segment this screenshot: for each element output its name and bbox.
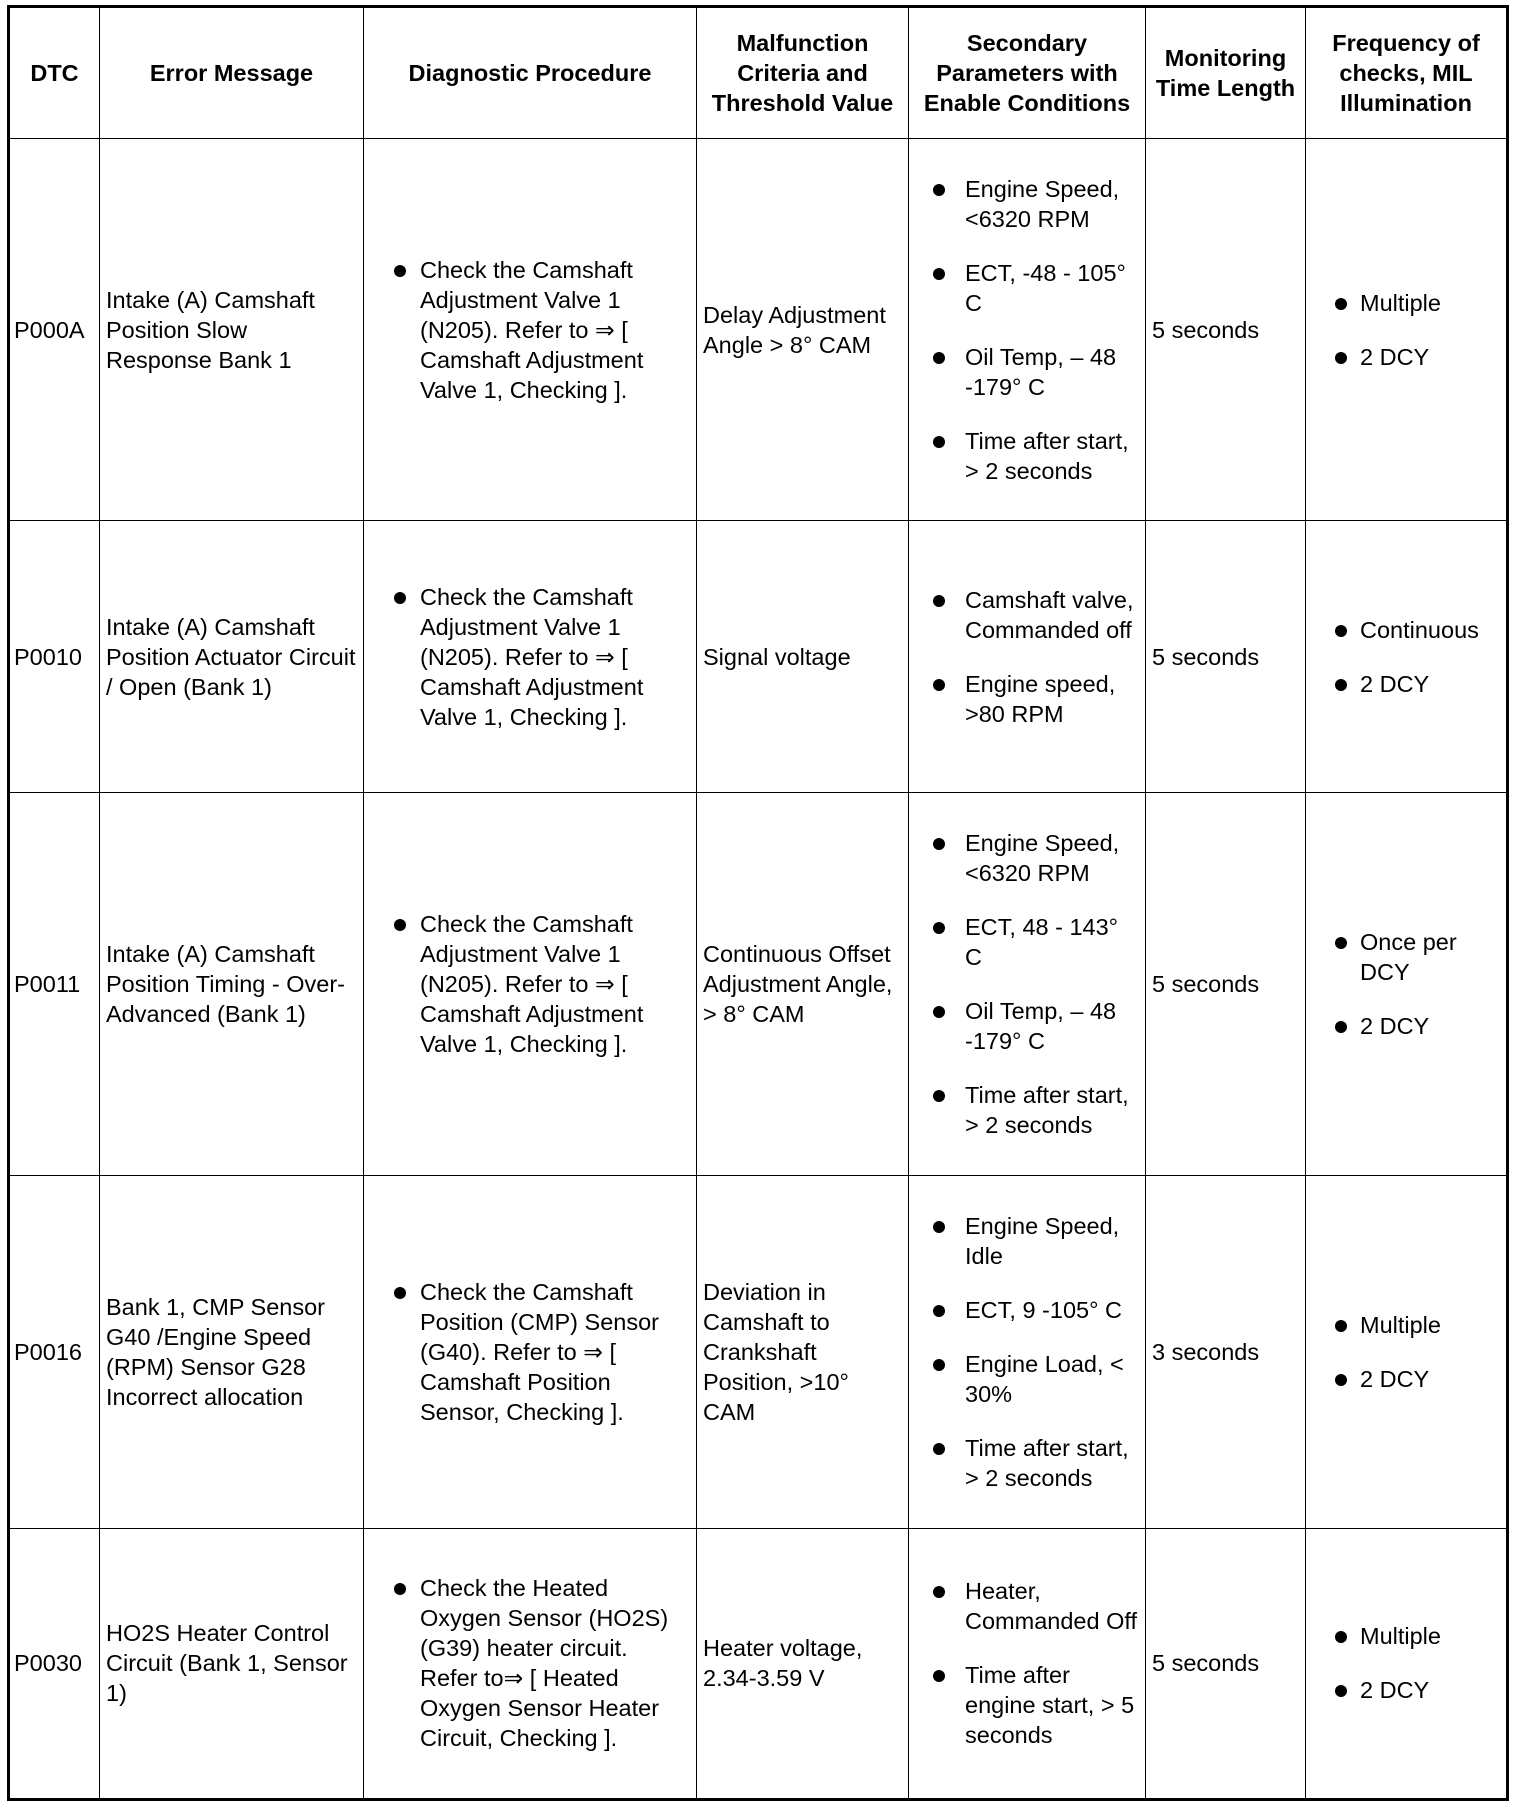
secondary-parameter-item <box>915 174 1139 234</box>
diagnostic-procedure-cell <box>364 521 697 793</box>
secondary-parameter-item-text: Camshaft valve, Commanded off <box>965 586 1134 643</box>
secondary-parameter-item <box>915 1080 1139 1140</box>
procedure-item-list <box>370 255 690 405</box>
dtc-code-cell: P0030 <box>9 1528 100 1799</box>
table-header <box>9 7 1508 139</box>
bullet-icon <box>933 922 945 934</box>
malfunction-criteria-cell: Continuous Offset Adjustment Angle, > 8° CAM <box>697 793 909 1175</box>
procedure-item-list <box>370 582 690 732</box>
secondary-parameter-item <box>915 1349 1139 1409</box>
bullet-icon <box>933 352 945 364</box>
frequency-item <box>1312 1310 1500 1340</box>
secondary-parameter-item-text: Time after start, > 2 seconds <box>965 1081 1129 1138</box>
bullet-icon <box>933 679 945 691</box>
secondary-parameter-item <box>915 1295 1139 1325</box>
frequency-item <box>1312 1621 1500 1651</box>
procedure-item-text: Check the Camshaft Adjustment Valve 1 (N205). Refer to ⇒ [ Camshaft Adjustment Valve 1, Checking ]. <box>420 256 644 403</box>
secondary-parameter-item-text: ECT, -48 - 105° C <box>965 259 1126 316</box>
secondary-parameter-item-text: Engine Speed, Idle <box>965 1212 1120 1269</box>
frequency-item <box>1312 288 1500 318</box>
frequency-cell <box>1306 1528 1508 1799</box>
frequency-item-text: 2 DCY <box>1360 1677 1430 1704</box>
bullet-icon <box>933 1006 945 1018</box>
frequency-item-list <box>1312 1310 1500 1394</box>
table-row <box>9 521 1508 793</box>
frequency-item-list <box>1312 615 1500 699</box>
bullet-icon <box>933 1305 945 1317</box>
bullet-icon <box>1335 625 1347 637</box>
frequency-item <box>1312 927 1500 987</box>
procedure-item-list <box>370 1573 690 1753</box>
table-body <box>9 139 1508 1800</box>
table-row <box>9 793 1508 1175</box>
monitoring-time-cell: 5 seconds <box>1146 139 1306 521</box>
monitoring-time-cell: 5 seconds <box>1146 521 1306 793</box>
frequency-cell <box>1306 793 1508 1175</box>
secondary-parameter-item-text: Engine Load, < 30% <box>965 1350 1124 1407</box>
error-message-cell: HO2S Heater Control Circuit (Bank 1, Sensor 1) <box>100 1528 364 1799</box>
procedure-item-list <box>370 1277 690 1427</box>
header-malfunction-criteria: Malfunction Criteria and Threshold Value <box>697 7 909 139</box>
frequency-item-list <box>1312 288 1500 372</box>
secondary-parameter-item-text: Time after engine start, > 5 seconds <box>965 1662 1135 1749</box>
dtc-code-cell: P0010 <box>9 521 100 793</box>
frequency-item <box>1312 342 1500 372</box>
table-row <box>9 1175 1508 1528</box>
error-message-cell: Bank 1, CMP Sensor G40 /Engine Speed (RPM) Sensor G28 Incorrect allocation <box>100 1175 364 1528</box>
procedure-item-text: Check the Camshaft Adjustment Valve 1 (N205). Refer to ⇒ [ Camshaft Adjustment Valve 1, Checking ]. <box>420 910 644 1057</box>
frequency-item <box>1312 615 1500 645</box>
secondary-parameter-item <box>915 342 1139 402</box>
secondary-parameter-item-text: ECT, 48 - 143° C <box>965 913 1119 970</box>
dtc-code-cell: P000A <box>9 139 100 521</box>
bullet-icon <box>933 436 945 448</box>
secondary-parameters-cell <box>909 793 1146 1175</box>
secondary-parameters-cell <box>909 1175 1146 1528</box>
frequency-cell <box>1306 521 1508 793</box>
secondary-parameter-item-text: Oil Temp, – 48 -179° C <box>965 343 1117 400</box>
frequency-item <box>1312 669 1500 699</box>
bullet-icon <box>394 919 406 931</box>
header-row <box>9 7 1508 139</box>
secondary-parameters-cell <box>909 521 1146 793</box>
secondary-parameter-item <box>915 1576 1139 1636</box>
secondary-parameter-item-text: Heater, Commanded Off <box>965 1578 1137 1635</box>
malfunction-criteria-cell: Delay Adjustment Angle > 8° CAM <box>697 139 909 521</box>
frequency-item <box>1312 1011 1500 1041</box>
frequency-cell <box>1306 139 1508 521</box>
table-row <box>9 1528 1508 1799</box>
secondary-parameter-item <box>915 426 1139 486</box>
dtc-code-cell: P0016 <box>9 1175 100 1528</box>
diagnostic-procedure-cell <box>364 139 697 521</box>
header-error-message: Error Message <box>100 7 364 139</box>
error-message-cell: Intake (A) Camshaft Position Timing - Over-Advanced (Bank 1) <box>100 793 364 1175</box>
secondary-parameter-item-list <box>915 585 1139 729</box>
bullet-icon <box>1335 1685 1347 1697</box>
secondary-parameter-item-text: Engine Speed, <6320 RPM <box>965 175 1120 232</box>
bullet-icon <box>1335 1374 1347 1386</box>
secondary-parameters-cell <box>909 139 1146 521</box>
frequency-item-text: 2 DCY <box>1360 670 1430 697</box>
bullet-icon <box>1335 298 1347 310</box>
error-message-cell: Intake (A) Camshaft Position Slow Response Bank 1 <box>100 139 364 521</box>
table-row <box>9 139 1508 521</box>
bullet-icon <box>394 1583 406 1595</box>
bullet-icon <box>1335 1320 1347 1332</box>
diagnostic-procedure-cell <box>364 1175 697 1528</box>
frequency-item-text: Multiple <box>1360 289 1441 316</box>
procedure-item-text: Check the Camshaft Position (CMP) Sensor (G40). Refer to ⇒ [ Camshaft Position Sensor, Checking ]. <box>420 1278 659 1425</box>
malfunction-criteria-cell: Deviation in Camshaft to Crankshaft Position, >10° CAM <box>697 1175 909 1528</box>
monitoring-time-cell: 5 seconds <box>1146 793 1306 1175</box>
secondary-parameter-item-list <box>915 174 1139 486</box>
procedure-item-text: Check the Camshaft Adjustment Valve 1 (N205). Refer to ⇒ [ Camshaft Adjustment Valve 1, Checking ]. <box>420 583 644 730</box>
bullet-icon <box>933 1586 945 1598</box>
header-secondary-parameters: Secondary Parameters with Enable Conditions <box>909 7 1146 139</box>
header-frequency: Frequency of checks, MIL Illumination <box>1306 7 1508 139</box>
bullet-icon <box>933 1443 945 1455</box>
dtc-table <box>7 5 1509 1801</box>
secondary-parameter-item <box>915 258 1139 318</box>
bullet-icon <box>394 592 406 604</box>
procedure-item <box>370 582 690 732</box>
secondary-parameter-item <box>915 585 1139 645</box>
bullet-icon <box>933 838 945 850</box>
secondary-parameters-cell <box>909 1528 1146 1799</box>
frequency-item-text: 2 DCY <box>1360 343 1430 370</box>
header-diagnostic-procedure: Diagnostic Procedure <box>364 7 697 139</box>
bullet-icon <box>1335 937 1347 949</box>
secondary-parameter-item <box>915 828 1139 888</box>
secondary-parameter-item-list <box>915 1576 1139 1750</box>
bullet-icon <box>933 1090 945 1102</box>
procedure-item-text: Check the Heated Oxygen Sensor (HO2S) (G39) heater circuit. Refer to⇒ [ Heated Oxygen Sensor Heater Circuit, Checking ]. <box>420 1575 669 1752</box>
monitoring-time-cell: 5 seconds <box>1146 1528 1306 1799</box>
frequency-item-text: Once per DCY <box>1360 928 1457 985</box>
secondary-parameter-item-list <box>915 828 1139 1140</box>
bullet-icon <box>1335 1631 1347 1643</box>
bullet-icon <box>933 595 945 607</box>
secondary-parameter-item-list <box>915 1211 1139 1493</box>
diagnostic-procedure-cell <box>364 1528 697 1799</box>
frequency-item-text: Multiple <box>1360 1623 1441 1650</box>
procedure-item <box>370 1573 690 1753</box>
bullet-icon <box>933 1359 945 1371</box>
secondary-parameter-item <box>915 996 1139 1056</box>
frequency-item-text: Continuous <box>1360 616 1479 643</box>
secondary-parameter-item <box>915 912 1139 972</box>
frequency-item <box>1312 1364 1500 1394</box>
monitoring-time-cell: 3 seconds <box>1146 1175 1306 1528</box>
frequency-item-list <box>1312 927 1500 1041</box>
bullet-icon <box>933 184 945 196</box>
secondary-parameter-item <box>915 1660 1139 1750</box>
error-message-cell: Intake (A) Camshaft Position Actuator Circuit / Open (Bank 1) <box>100 521 364 793</box>
dtc-code-cell: P0011 <box>9 793 100 1175</box>
secondary-parameter-item-text: Time after start, > 2 seconds <box>965 1434 1129 1491</box>
secondary-parameter-item-text: Engine speed, >80 RPM <box>965 670 1116 727</box>
malfunction-criteria-cell: Heater voltage, 2.34-3.59 V <box>697 1528 909 1799</box>
bullet-icon <box>1335 679 1347 691</box>
procedure-item <box>370 1277 690 1427</box>
secondary-parameter-item <box>915 669 1139 729</box>
diagnostic-procedure-cell <box>364 793 697 1175</box>
header-dtc: DTC <box>9 7 100 139</box>
procedure-item-list <box>370 909 690 1059</box>
frequency-cell <box>1306 1175 1508 1528</box>
procedure-item <box>370 909 690 1059</box>
bullet-icon <box>933 1221 945 1233</box>
procedure-item <box>370 255 690 405</box>
frequency-item-text: Multiple <box>1360 1311 1441 1338</box>
frequency-item-list <box>1312 1621 1500 1705</box>
bullet-icon <box>1335 352 1347 364</box>
bullet-icon <box>933 1670 945 1682</box>
frequency-item-text: 2 DCY <box>1360 1012 1430 1039</box>
malfunction-criteria-cell: Signal voltage <box>697 521 909 793</box>
secondary-parameter-item-text: Time after start, > 2 seconds <box>965 427 1129 484</box>
bullet-icon <box>394 265 406 277</box>
frequency-item <box>1312 1675 1500 1705</box>
secondary-parameter-item-text: ECT, 9 -105° C <box>965 1296 1122 1323</box>
secondary-parameter-item-text: Oil Temp, – 48 -179° C <box>965 997 1117 1054</box>
secondary-parameter-item-text: Engine Speed, <6320 RPM <box>965 829 1120 886</box>
secondary-parameter-item <box>915 1211 1139 1271</box>
bullet-icon <box>933 268 945 280</box>
bullet-icon <box>394 1287 406 1299</box>
bullet-icon <box>1335 1021 1347 1033</box>
header-monitoring-time: Monitoring Time Length <box>1146 7 1306 139</box>
secondary-parameter-item <box>915 1433 1139 1493</box>
frequency-item-text: 2 DCY <box>1360 1365 1430 1392</box>
